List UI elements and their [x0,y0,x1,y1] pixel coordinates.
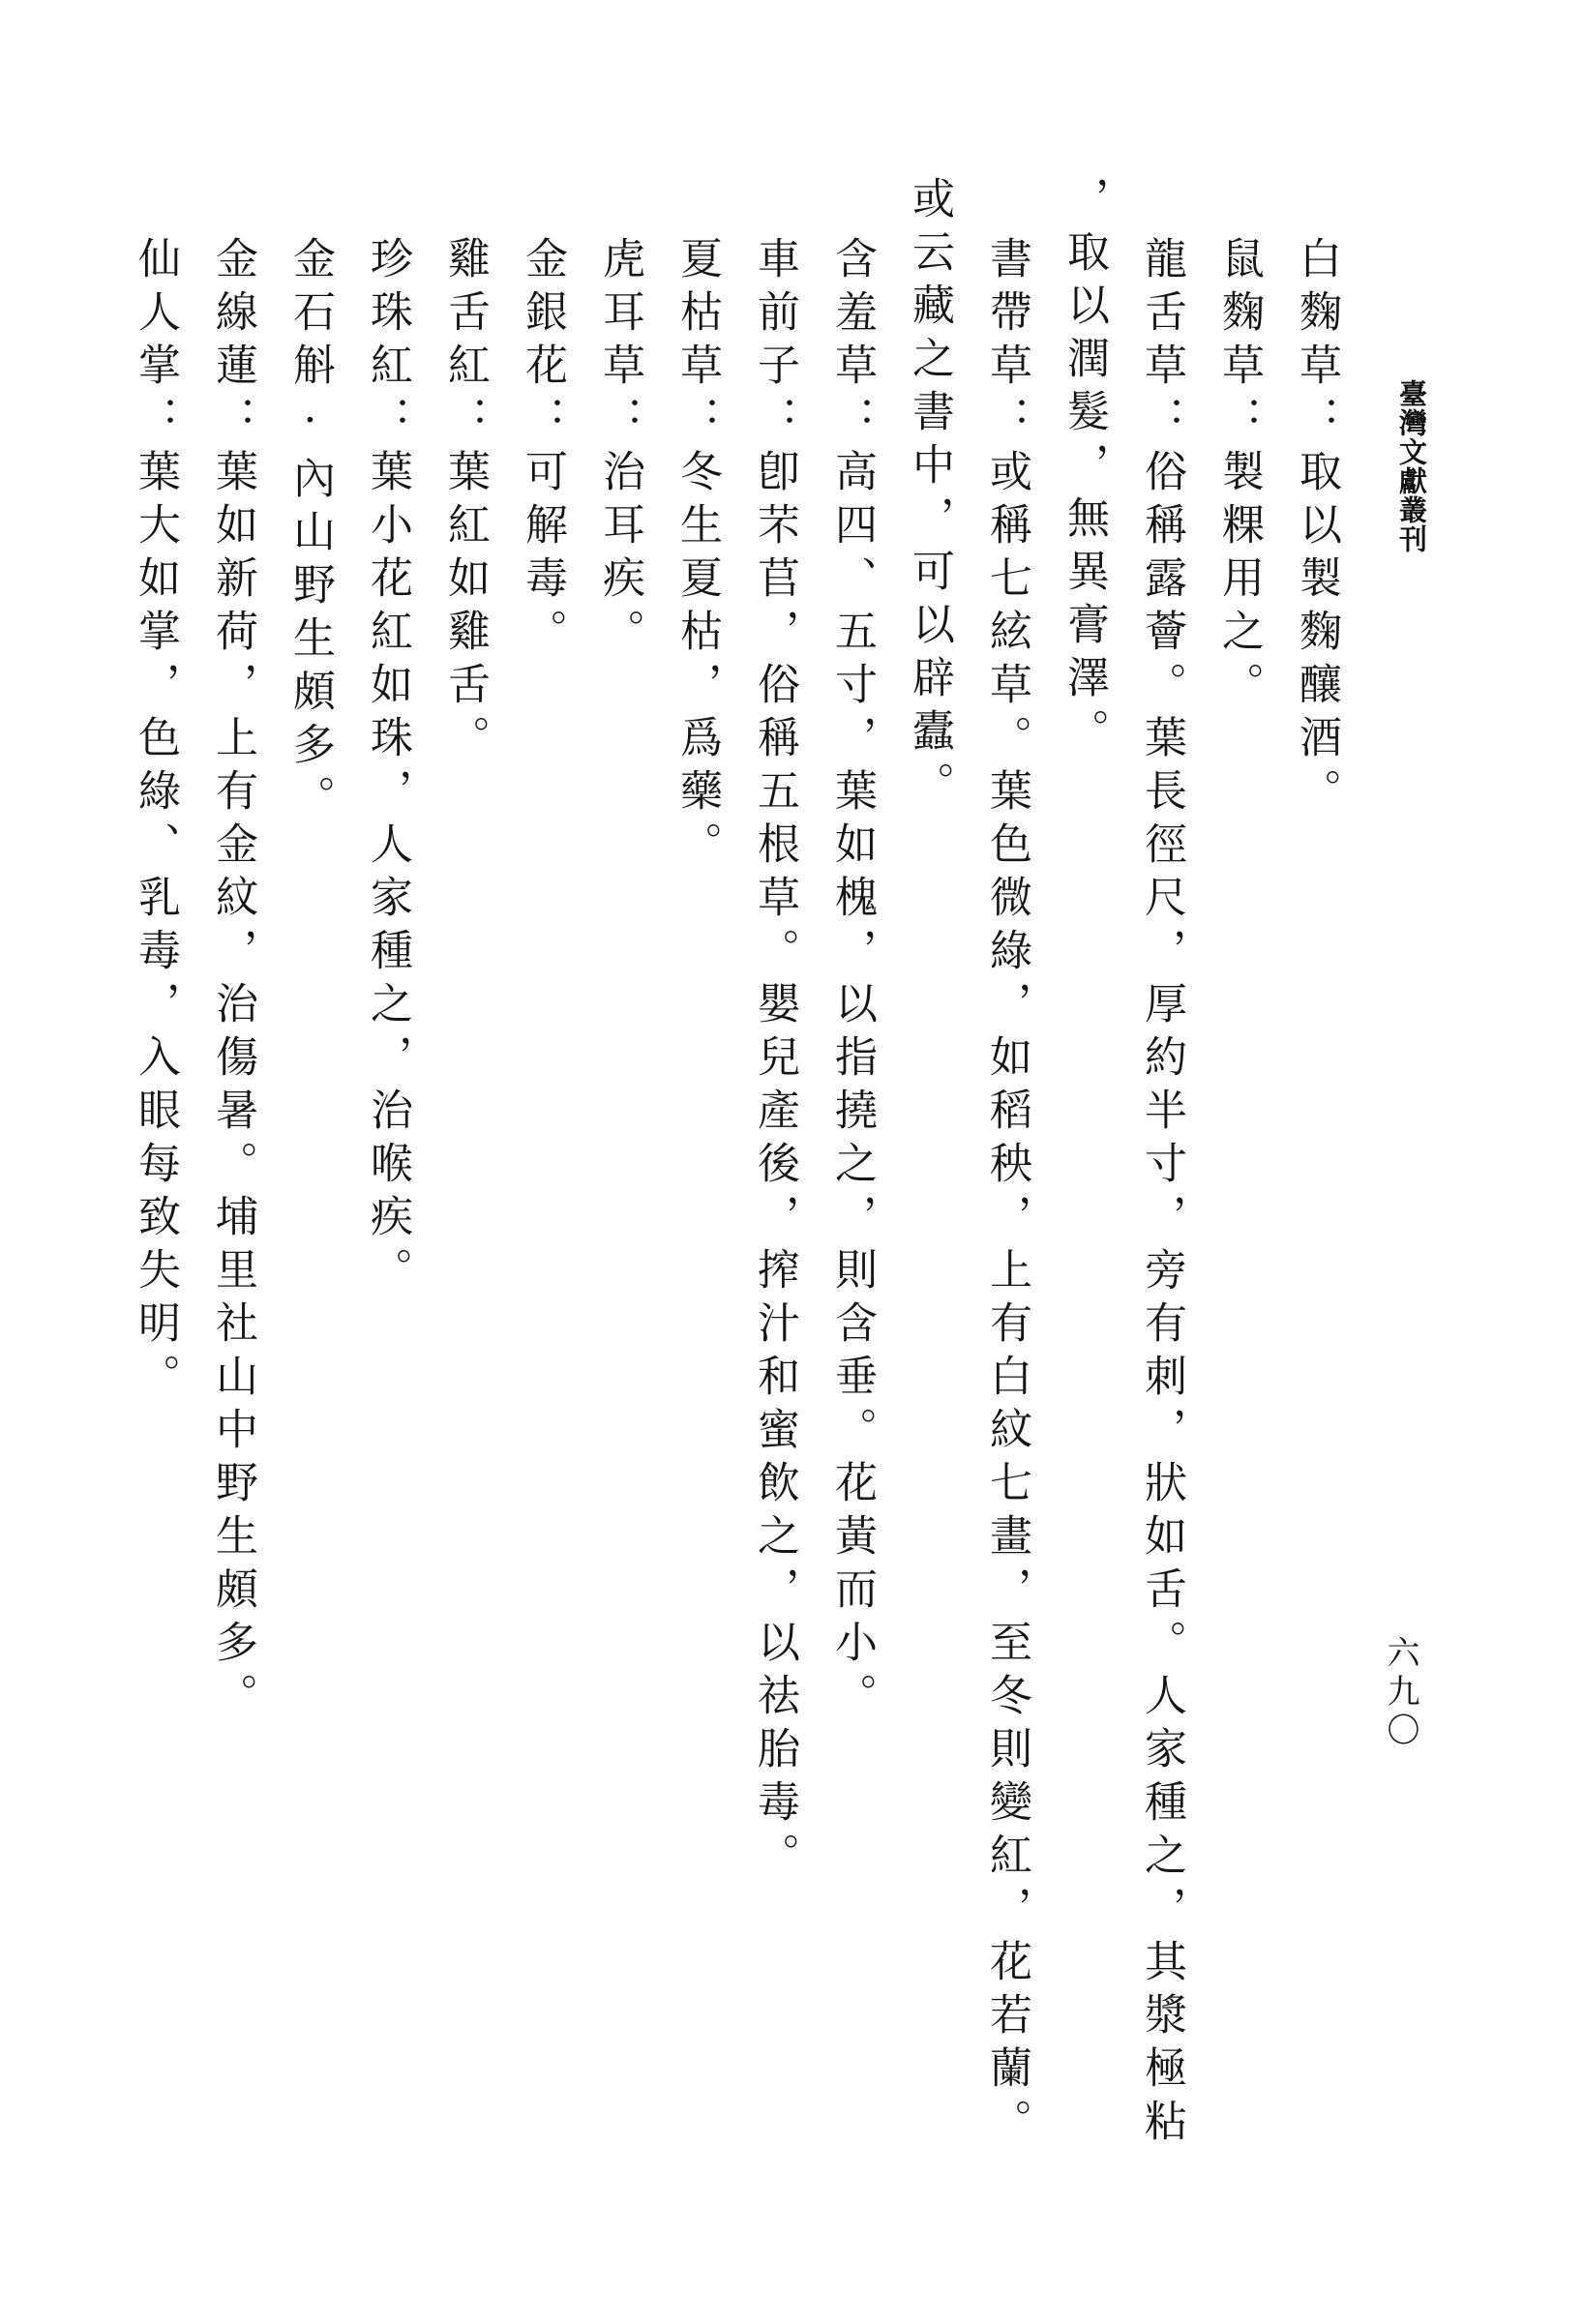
text-column: 金線蓮：葉如新荷，上有金紋，治傷暑。埔里社山中野生頗多。 [208,236,257,1726]
text-column: 珍珠紅：葉小花紅如珠，人家種之，治喉疾。 [363,236,412,1300]
text-column: 虎耳草：治耳疾。 [595,236,644,662]
text-column: 含羞草：高四、五寸，葉如槐，以指撓之，則含垂。花黃而小。 [827,236,877,1726]
text-column: ，取以潤髮，無異膏澤。 [1060,176,1109,761]
text-column: 書帶草：或稱七絃草。葉色微綠，如稻秧，上有白紋七畫，至冬則變紅，花若蘭。 [982,236,1031,2152]
text-column: 金銀花：可解毒。 [518,236,567,662]
main-text-block [116,176,1355,2247]
text-column: 夏枯草：冬生夏枯，爲藥。 [672,236,722,875]
text-column: 金石斛·內山野生頗多。 [285,236,335,828]
text-column: 仙人掌：葉大如掌，色綠、乳毒，入眼每致失明。 [131,236,180,1407]
text-column: 白麴草：取以製麴釀酒。 [1292,236,1341,821]
text-column: 雞舌紅：葉紅如雞舌。 [440,236,490,768]
series-header: 臺灣文獻叢刊 [1395,379,1428,553]
text-column: 龍舌草：俗稱露薈。葉長徑尺，厚約半寸，旁有刺，狀如舌。人家種之，其漿極粘 [1137,236,1186,2152]
page-number: 六九〇 [1381,1635,1419,1751]
text-column: 鼠麴草：製粿用之。 [1214,236,1264,715]
text-column: 車前子：卽芣苢，俗稱五根草。嬰兒產後，搾汁和蜜飲之，以祛胎毒。 [750,236,799,1886]
text-column: 或云藏之書中，可以辟蠹。 [905,176,954,815]
